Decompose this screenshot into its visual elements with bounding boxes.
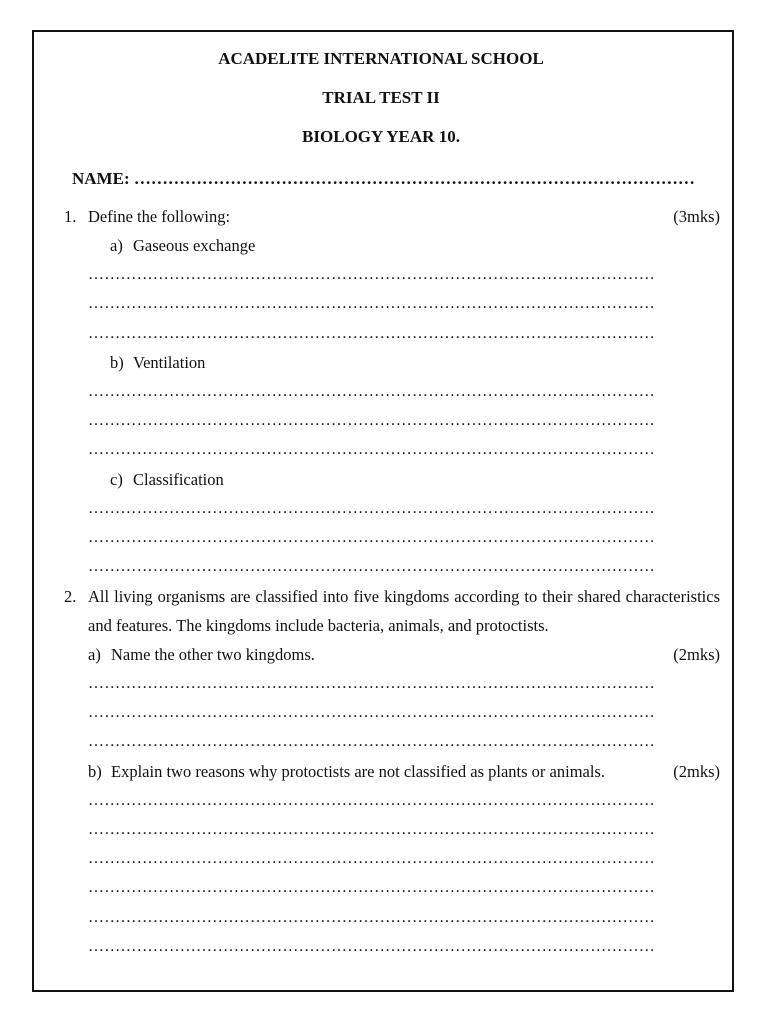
question-2a-letter: a) (88, 644, 101, 664)
question-2-number: 2. (64, 586, 77, 606)
question-2-text: All living organisms are classified into five kingdoms according to their shared characteristics and features. The kingdoms include bacteria, animals, and protoctists. (88, 586, 720, 635)
exam-paper (64, 46, 720, 961)
answer-line[interactable]: …………………………………………………………………………………………… (88, 295, 655, 313)
question-2a-marks: (2mks) (673, 644, 720, 664)
answer-line[interactable]: …………………………………………………………………………………………… (88, 382, 655, 400)
question-2b-text: Explain two reasons why protoctists are not classified as plants or animals. (111, 761, 605, 781)
answer-line[interactable]: …………………………………………………………………………………………… (88, 499, 655, 517)
answer-line[interactable]: …………………………………………………………………………………………… (88, 324, 655, 342)
answer-line[interactable]: …………………………………………………………………………………………… (88, 879, 655, 897)
answer-line[interactable]: …………………………………………………………………………………………… (88, 850, 655, 868)
school-name: ACADELITE INTERNATIONAL SCHOOL (218, 49, 544, 68)
question-1-number: 1. (64, 207, 77, 226)
question-1a-text: Gaseous exchange (133, 236, 256, 255)
question-2b-letter: b) (88, 761, 102, 781)
question-1a-letter: a) (110, 236, 123, 255)
question-2b (64, 757, 720, 786)
answer-line[interactable]: …………………………………………………………………………………………… (88, 529, 655, 547)
question-1b (64, 348, 720, 377)
question-1 (64, 202, 720, 231)
answer-line[interactable]: …………………………………………………………………………………………… (88, 820, 655, 838)
name-dots: ……………………………………………………………………………………… (133, 169, 695, 188)
question-1c (64, 465, 720, 494)
subject-title: BIOLOGY YEAR 10. (302, 127, 460, 146)
answer-line[interactable]: …………………………………………………………………………………………… (88, 266, 655, 283)
question-1a (64, 231, 720, 260)
question-1b-letter: b) (110, 352, 124, 372)
answer-line[interactable]: …………………………………………………………………………………………… (88, 938, 655, 956)
answer-line[interactable]: …………………………………………………………………………………………… (88, 703, 655, 721)
answer-line[interactable]: …………………………………………………………………………………………… (88, 674, 655, 692)
question-1c-letter: c) (110, 469, 123, 489)
question-2a (64, 640, 720, 669)
name-label: NAME: (72, 169, 130, 188)
test-title: TRIAL TEST II (322, 88, 440, 107)
answer-line[interactable]: …………………………………………………………………………………………… (88, 412, 655, 430)
question-1-marks: (3mks) (673, 207, 720, 226)
answer-line[interactable]: …………………………………………………………………………………………… (88, 791, 655, 809)
answer-line[interactable]: …………………………………………………………………………………………… (88, 908, 655, 926)
question-1b-text: Ventilation (133, 352, 206, 372)
question-2a-text: Name the other two kingdoms. (111, 644, 315, 664)
name-field[interactable] (72, 166, 714, 202)
question-1c-text: Classification (133, 469, 224, 489)
answer-line[interactable]: …………………………………………………………………………………………… (88, 441, 655, 459)
answer-line[interactable]: …………………………………………………………………………………………… (88, 558, 655, 576)
question-2 (64, 582, 720, 640)
question-1-text: Define the following: (88, 207, 231, 226)
answer-line[interactable]: …………………………………………………………………………………………… (88, 733, 655, 751)
question-2b-marks: (2mks) (673, 761, 720, 781)
